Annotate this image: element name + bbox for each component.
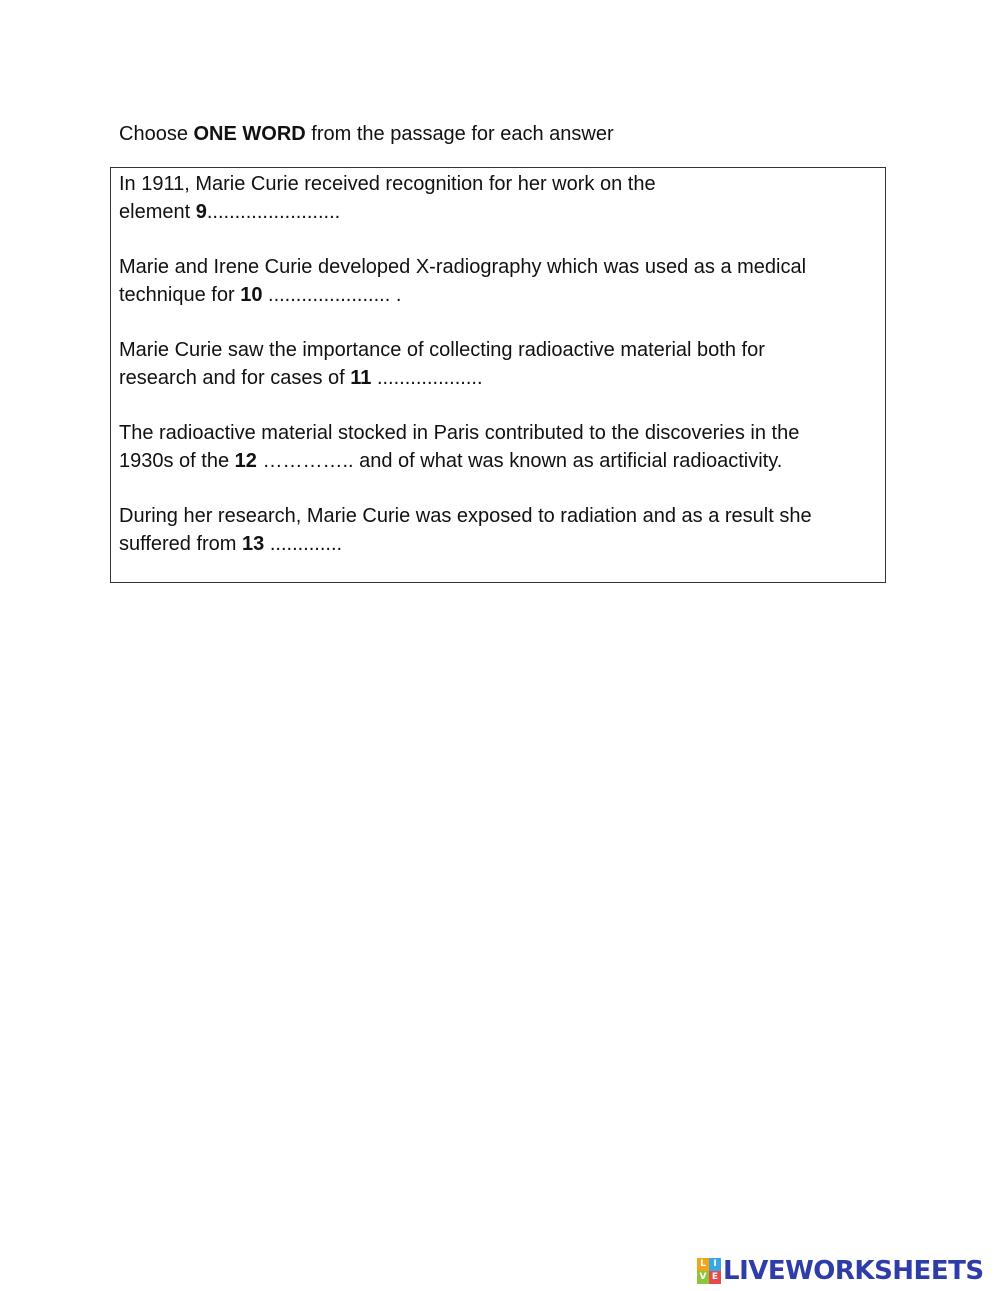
question-line-start: element xyxy=(119,201,196,223)
question-item-9 xyxy=(119,170,877,226)
instruction-emphasis: ONE WORD xyxy=(193,123,306,145)
question-item-12 xyxy=(119,419,877,475)
question-line-start: technique for xyxy=(119,284,241,306)
answer-blank[interactable]: ............. xyxy=(264,533,343,555)
passage-box xyxy=(110,167,886,583)
icon-letter: I xyxy=(709,1258,721,1271)
icon-letter: V xyxy=(697,1271,709,1284)
answer-blank[interactable]: ................... xyxy=(371,367,483,389)
question-line: During her research, Marie Curie was exposed to radiation and as a result she xyxy=(119,505,812,527)
question-line-start: 1930s of the xyxy=(119,450,235,472)
question-number: 13 xyxy=(242,533,265,555)
question-line-start: suffered from xyxy=(119,533,243,555)
instruction-text xyxy=(119,120,614,148)
answer-blank[interactable]: ........................ xyxy=(206,201,341,223)
question-item-11 xyxy=(119,336,877,392)
live-icon xyxy=(697,1258,721,1284)
question-item-13 xyxy=(119,502,877,558)
icon-letter: E xyxy=(709,1271,721,1284)
instruction-suffix: from the passage for each answer xyxy=(305,123,614,145)
question-number: 12 xyxy=(234,450,257,472)
icon-letter: L xyxy=(697,1258,709,1271)
question-line: Marie Curie saw the importance of collecting radioactive material both for xyxy=(119,339,765,361)
instruction-prefix: Choose xyxy=(119,123,194,145)
question-item-10 xyxy=(119,253,877,309)
answer-blank[interactable]: ………….. and of what was known as artificial radioactivity. xyxy=(256,450,783,472)
question-line: The radioactive material stocked in Paris contributed to the discoveries in the xyxy=(119,422,800,444)
question-line-start: research and for cases of xyxy=(119,367,351,389)
question-line: Marie and Irene Curie developed X-radiography which was used as a medical xyxy=(119,256,807,278)
answer-blank[interactable]: ...................... . xyxy=(262,284,402,306)
question-line: In 1911, Marie Curie received recognition for her work on the xyxy=(119,173,656,195)
question-number: 11 xyxy=(350,367,372,389)
question-number: 10 xyxy=(240,284,263,306)
question-number: 9 xyxy=(195,201,207,223)
liveworksheets-logo xyxy=(697,1256,984,1286)
brand-text: LIVEWORKSHEETS xyxy=(723,1256,984,1286)
